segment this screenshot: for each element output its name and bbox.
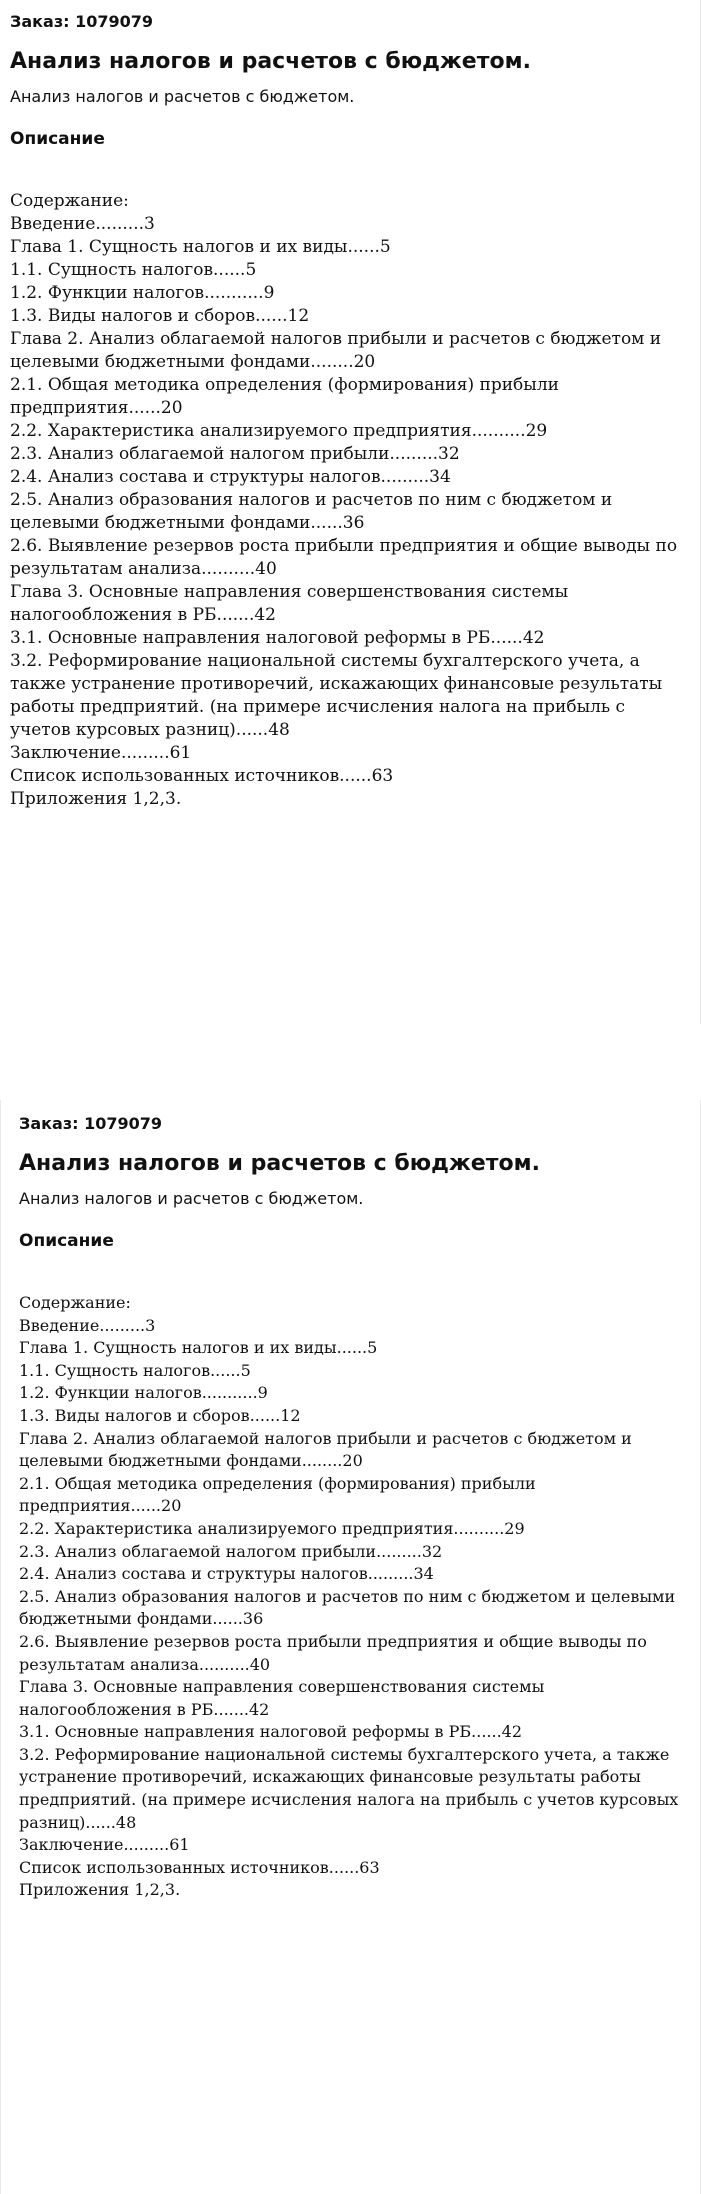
order-card-primary <box>0 0 701 1024</box>
toc-item: 2.1. Общая методика определения (формирования) прибыли предприятия......20 <box>19 1473 536 1516</box>
description-heading: Описание <box>19 1231 114 1251</box>
toc-item: 3.2. Реформирование национальной системы бухгалтерского учета, а также устранение противоречий, искажающих финансовые результаты работы предприятий. (на примере исчисления налога на прибыль с учетов курсовых разниц)......48 <box>19 1744 679 1832</box>
toc-item: 1.3. Виды налогов и сборов......12 <box>10 306 310 326</box>
description-heading: Описание <box>10 129 105 149</box>
page-subtitle: Анализ налогов и расчетов с бюджетом. <box>19 1189 364 1208</box>
toc-item: Глава 2. Анализ облагаемой налогов прибыли и расчетов с бюджетом и целевыми бюджетными фондами........20 <box>10 329 662 372</box>
toc-item: 3.1. Основные направления налоговой реформы в РБ......42 <box>19 1722 523 1742</box>
order-number: Заказ: 1079079 <box>19 1114 163 1133</box>
toc-item: Список использованных источников......63 <box>19 1857 380 1877</box>
toc-item: Содержание: <box>10 191 129 211</box>
toc-item: Глава 1. Сущность налогов и их виды......5 <box>10 237 391 257</box>
toc-item: 2.1. Общая методика определения (формирования) прибыли предприятия......20 <box>10 375 559 418</box>
toc-item: Введение.........3 <box>19 1315 156 1335</box>
toc-item: Глава 2. Анализ облагаемой налогов прибыли и расчетов с бюджетом и целевыми бюджетными фондами........20 <box>19 1428 632 1471</box>
toc-item: 1.1. Сущность налогов......5 <box>10 260 257 280</box>
toc-item: 2.3. Анализ облагаемой налогом прибыли.........32 <box>10 444 460 464</box>
toc-item: 2.3. Анализ облагаемой налогом прибыли.........32 <box>19 1541 443 1561</box>
page-subtitle: Анализ налогов и расчетов с бюджетом. <box>10 87 355 106</box>
toc-item: 2.2. Характеристика анализируемого предприятия..........29 <box>10 421 548 441</box>
toc-item: Приложения 1,2,3. <box>10 789 182 809</box>
page-title: Анализ налогов и расчетов с бюджетом. <box>19 1151 540 1176</box>
toc-item: 1.2. Функции налогов...........9 <box>10 283 275 303</box>
toc-item: 1.2. Функции налогов...........9 <box>19 1383 268 1403</box>
toc-item: Глава 1. Сущность налогов и их виды......5 <box>19 1338 378 1358</box>
toc-item: 2.6. Выявление резервов роста прибыли предприятия и общие выводы по результатам анализа..........40 <box>19 1631 647 1674</box>
toc-item: Глава 3. Основные направления совершенствования системы налогообложения в РБ.......42 <box>10 582 569 625</box>
toc-item: 2.5. Анализ образования налогов и расчетов по ним с бюджетом и целевыми бюджетными фондами......36 <box>10 490 613 533</box>
toc-item: 2.6. Выявление резервов роста прибыли предприятия и общие выводы по результатам анализа..........40 <box>10 536 678 579</box>
toc-item: 1.1. Сущность налогов......5 <box>19 1360 251 1380</box>
toc-item: Заключение.........61 <box>19 1835 190 1855</box>
toc-item: Содержание: <box>19 1293 131 1312</box>
toc-item: 2.4. Анализ состава и структуры налогов.........34 <box>10 467 451 487</box>
page-title: Анализ налогов и расчетов с бюджетом. <box>10 49 531 74</box>
toc-item: Заключение.........61 <box>10 743 192 763</box>
toc-item: 1.3. Виды налогов и сборов......12 <box>19 1405 301 1425</box>
toc-item: Приложения 1,2,3. <box>19 1880 181 1900</box>
toc-item: 2.4. Анализ состава и структуры налогов.........34 <box>19 1564 434 1584</box>
toc-item: Введение.........3 <box>10 214 155 234</box>
toc-item: 2.2. Характеристика анализируемого предприятия..........29 <box>19 1518 525 1538</box>
toc-item: Список использованных источников......63 <box>10 766 394 786</box>
toc-item: 2.5. Анализ образования налогов и расчетов по ним с бюджетом и целевыми бюджетными фондами......36 <box>19 1586 676 1629</box>
toc-item: 3.2. Реформирование национальной системы бухгалтерского учета, а также устранение противоречий, искажающих финансовые результаты работы предприятий. (на примере исчисления налога на прибыль с учетов курсовых разниц)......48 <box>10 651 663 740</box>
order-number: Заказ: 1079079 <box>10 12 154 31</box>
toc-item: 3.1. Основные направления налоговой реформы в РБ......42 <box>10 628 545 648</box>
toc-item: Глава 3. Основные направления совершенствования системы налогообложения в РБ.......42 <box>19 1677 545 1719</box>
table-of-contents <box>10 190 690 811</box>
table-of-contents <box>19 1292 680 1902</box>
order-card-duplicate <box>0 1100 701 2194</box>
